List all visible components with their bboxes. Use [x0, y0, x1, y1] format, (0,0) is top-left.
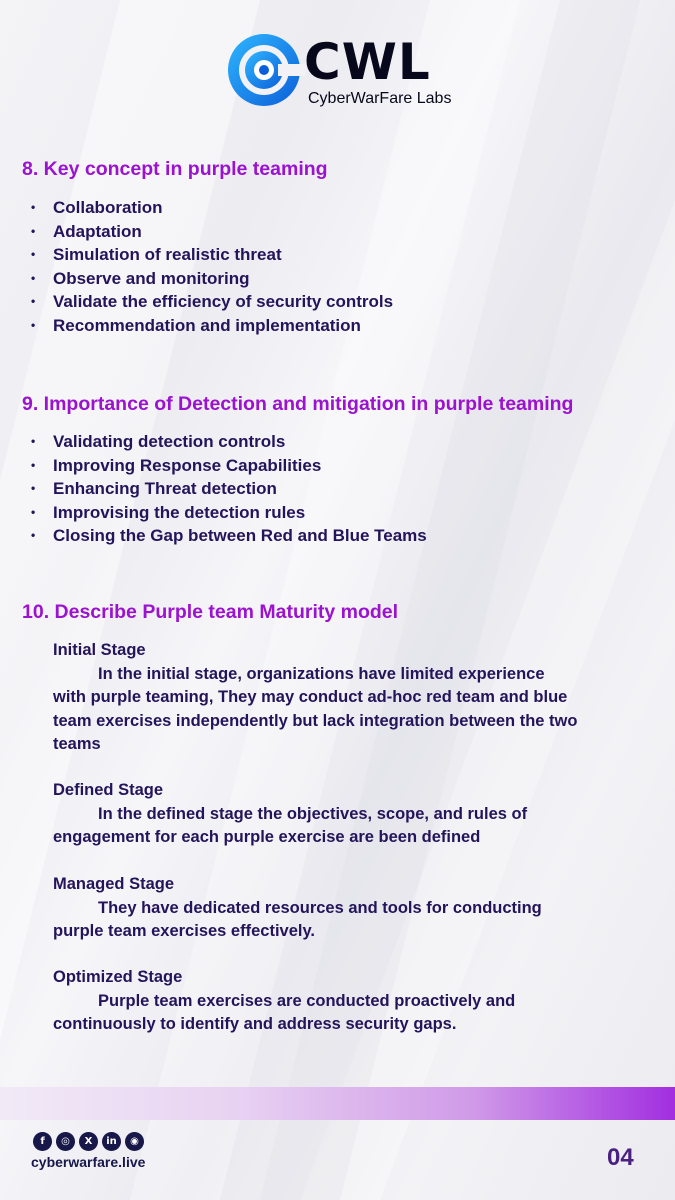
logo-wordmark: CWL	[304, 33, 431, 91]
logo-mark-icon	[226, 30, 306, 110]
section-heading: 9. Importance of Detection and mitigation in purple teaming	[22, 393, 574, 415]
stage-title: Managed Stage	[53, 875, 175, 893]
stage-optimized	[53, 966, 653, 1037]
brand-logo	[226, 30, 456, 112]
stage-description: They have dedicated resources and tools for conducting purple team exercises effectively.	[53, 898, 542, 940]
bullet-icon: •	[31, 200, 36, 214]
list-item: • Improvising the detection rules	[31, 501, 427, 525]
stage-title: Defined Stage	[53, 781, 164, 799]
stage-defined	[53, 779, 653, 850]
facebook-icon[interactable]: f	[33, 1132, 52, 1151]
key-concepts-list	[31, 196, 393, 337]
bullet-icon: •	[31, 481, 36, 495]
list-item: • Observe and monitoring	[31, 267, 393, 291]
bullet-icon: •	[31, 457, 36, 472]
bullet-icon: •	[31, 434, 36, 448]
social-links	[33, 1132, 144, 1152]
stage-initial	[53, 639, 653, 757]
instagram-icon[interactable]: ◎	[56, 1132, 75, 1151]
list-item: • Improving Response Capabilities	[31, 454, 427, 478]
bullet-icon: •	[31, 270, 36, 285]
bullet-icon: •	[31, 317, 36, 332]
list-item: • Validating detection controls	[31, 430, 427, 454]
stage-title: Initial Stage	[53, 641, 146, 659]
stage-description: Purple team exercises are conducted proactively and continuously to identify and address security gaps.	[53, 991, 516, 1033]
list-item: • Simulation of realistic threat	[31, 243, 393, 267]
list-item: • Recommendation and implementation	[31, 314, 393, 338]
section-key-concepts	[22, 157, 662, 181]
bullet-icon: •	[31, 223, 36, 238]
page-number: 04	[607, 1144, 634, 1171]
discord-icon[interactable]: ◉	[125, 1132, 144, 1151]
detection-importance-list	[31, 430, 427, 548]
x-icon[interactable]: X	[79, 1132, 98, 1151]
stage-title: Optimized Stage	[53, 968, 183, 986]
footer-gradient-band	[0, 1087, 675, 1120]
list-item: • Enhancing Threat detection	[31, 477, 427, 501]
stage-managed	[53, 873, 653, 944]
section-heading: 8. Key concept in purple teaming	[22, 158, 328, 180]
list-item: • Adaptation	[31, 220, 393, 244]
list-item: • Closing the Gap between Red and Blue Teams	[31, 524, 427, 548]
section-maturity-model	[22, 600, 662, 624]
bullet-icon: •	[31, 504, 36, 519]
bullet-icon: •	[31, 528, 36, 542]
stage-description: In the defined stage the objectives, scope, and rules of engagement for each purple exercise are been defined	[53, 804, 528, 846]
bullet-icon: •	[31, 247, 36, 261]
section-detection-importance	[22, 392, 662, 416]
section-heading: 10. Describe Purple team Maturity model	[22, 601, 399, 623]
list-item: • Validate the efficiency of security controls	[31, 290, 393, 314]
logo-tagline: CyberWarFare Labs	[308, 90, 452, 107]
linkedin-icon[interactable]: in	[102, 1132, 121, 1151]
list-item: • Collaboration	[31, 196, 393, 220]
stage-description: In the initial stage, organizations have limited experience with purple teaming, They may conduct ad-hoc red team and blue team exercises independently but lack integration between the two teams	[53, 664, 578, 753]
website-link[interactable]: cyberwarfare.live	[31, 1154, 146, 1170]
bullet-icon: •	[31, 294, 36, 308]
